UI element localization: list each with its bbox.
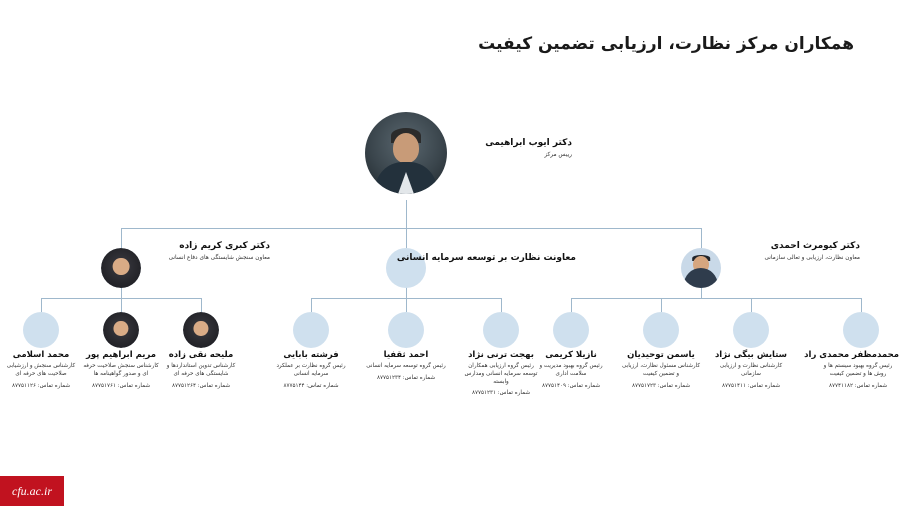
label-level3-4 — [366, 350, 446, 383]
label-level2-2 — [730, 240, 860, 263]
avatar-level3-6 — [553, 312, 589, 348]
connector-group3-drop-4 — [861, 298, 862, 312]
level2-0-name: دکتر کبری کریم زاده — [179, 241, 270, 251]
connector-group1-drop-1 — [41, 298, 42, 312]
level3-0-name: محمد اسلامی — [12, 350, 70, 360]
level3-6-role: رئیس گروه بهبود مدیریت و سلامت اداری — [539, 363, 603, 378]
level3-9-role: رئیس گروه بهبود سیستم ها و روش ها و تضمین کیفیت — [823, 363, 893, 378]
level3-8-name: ستایش بیگی نژاد — [714, 350, 788, 360]
connector-group2-drop-1 — [311, 298, 312, 312]
level3-0-role: کارشناس سنجش و ارزشیابی صلاحیت های حرفه ای — [6, 363, 76, 378]
avatar-level3-5 — [483, 312, 519, 348]
label-level3-1 — [81, 350, 161, 390]
avatar-level3-0 — [23, 312, 59, 348]
node-level2-0[interactable] — [101, 248, 141, 288]
avatar-level3-2 — [183, 312, 219, 348]
node-level3-7[interactable] — [643, 312, 679, 348]
root-name: دکتر ایوب ابراهیمی — [485, 138, 572, 148]
connector-group1-drop-2 — [121, 298, 122, 312]
connector-group1-drop-3 — [201, 298, 202, 312]
level3-1-role: کارشناس سنجش صلاحیت حرفه ای و صدور گواهینامه ها — [83, 363, 159, 378]
level3-4-phone: شماره تماس: ۸۷۷۵۱۲۳۴ — [376, 375, 436, 382]
label-level3-6 — [531, 350, 611, 390]
level3-1-name: مریم ابراهیم پور — [85, 350, 157, 360]
avatar-level3-8 — [733, 312, 769, 348]
avatar-level2-2 — [681, 248, 721, 288]
connector-group3-drop-2 — [661, 298, 662, 312]
level3-2-phone: شماره تماس: ۸۷۷۵۱۲۶۴ — [171, 382, 231, 389]
level3-3-phone: شماره تماس: ۸۷۷۵۱۴۴ — [283, 382, 339, 389]
level3-3-name: فرشته بابایی — [283, 350, 339, 360]
avatar-level3-9 — [843, 312, 879, 348]
connector-level2-mid-drop — [406, 228, 407, 248]
connector-group3-drop-1 — [571, 298, 572, 312]
level3-3-role: رئیس گروه نظارت بر عملکرد سرمایه انسانی — [276, 363, 346, 378]
node-level3-8[interactable] — [733, 312, 769, 348]
label-level3-3 — [271, 350, 351, 390]
label-level3-8 — [711, 350, 791, 390]
label-root — [462, 137, 572, 160]
avatar-level3-4 — [388, 312, 424, 348]
level3-4-role: رئیس گروه توسعه سرمایه انسانی — [366, 363, 446, 370]
label-level3-0 — [1, 350, 81, 390]
connector-level2-bus — [121, 228, 701, 229]
node-level3-6[interactable] — [553, 312, 589, 348]
level3-7-phone: شماره تماس: ۸۷۷۵۱۷۲۳ — [631, 382, 691, 389]
level3-9-phone: شماره تماس: ۸۷۷۴۱۱۸۲ — [828, 382, 888, 389]
level2-0-role: معاون سنجش شایستگی های دفاع انسانی — [168, 255, 270, 262]
node-level3-5[interactable] — [483, 312, 519, 348]
level3-5-name: بهجت ترنی نژاد — [468, 350, 534, 360]
level2-2-role: معاون نظارت، ارزیابی و تعالی سازمانی — [764, 255, 860, 262]
avatar-level2-0 — [101, 248, 141, 288]
level3-1-phone: شماره تماس: ۸۷۷۵۱۷۶۱ — [91, 382, 151, 389]
level3-7-role: کارشناس مسئول نظارت، ارزیابی و تضمین کیفیت — [622, 363, 700, 378]
avatar-level3-3 — [293, 312, 329, 348]
label-level2-0 — [150, 240, 270, 263]
avatar-level3-1 — [103, 312, 139, 348]
node-level3-3[interactable] — [293, 312, 329, 348]
level3-9-name: محمدمظفر محمدی راد — [804, 350, 899, 360]
level3-6-name: نازیلا کریمی — [545, 350, 597, 360]
watermark-text: cfu.ac.ir — [12, 483, 52, 498]
level3-5-phone: شماره تماس: ۸۷۷۵۱۲۳۱ — [471, 390, 531, 397]
level3-7-name: یاسمن توحیدیان — [627, 350, 695, 360]
level3-8-role: کارشناس نظارت و ارزیابی سازمانی — [719, 363, 783, 378]
node-level3-0[interactable] — [23, 312, 59, 348]
node-level3-4[interactable] — [388, 312, 424, 348]
level2-2-name: دکتر کیومرث احمدی — [770, 241, 860, 251]
connector-group2-drop-3 — [501, 298, 502, 312]
level3-6-phone: شماره تماس: ۸۷۷۵۱۴۰۹ — [541, 382, 601, 389]
node-level3-2[interactable] — [183, 312, 219, 348]
label-level3-9 — [804, 350, 899, 390]
level3-2-name: ملیحه نقی زاده — [168, 350, 234, 360]
level3-5-role: رئیس گروه ارزیابی همکاران توسعه سرمایه انسانی ومدارس وابسته — [464, 363, 538, 385]
label-level2-1 — [396, 252, 576, 264]
site-watermark — [0, 476, 64, 506]
level3-2-role: کارشناس تدوین استانداردها و شایستگی های حرفه ای — [166, 363, 236, 378]
connector-level2-left-drop — [701, 228, 702, 248]
label-level3-7 — [621, 350, 701, 390]
connector-root-down — [406, 200, 407, 228]
connector-level2-right-drop — [121, 228, 122, 248]
root-role: رییس مرکز — [544, 152, 572, 159]
node-root[interactable] — [365, 112, 447, 194]
node-level3-1[interactable] — [103, 312, 139, 348]
connector-group2-drop-2 — [406, 298, 407, 312]
level3-8-phone: شماره تماس: ۸۷۷۵۱۴۱۱ — [721, 382, 781, 389]
level2-1-name: معاونت نظارت بر توسعه سرمایه انسانی — [396, 253, 576, 263]
connector-group3-drop-3 — [751, 298, 752, 312]
label-level3-2 — [161, 350, 241, 390]
label-level3-5 — [461, 350, 541, 398]
level3-0-phone: شماره تماس: ۸۷۷۵۱۱۲۶ — [11, 382, 71, 389]
page-title: همکاران مرکز نظارت، ارزیابی تضمین کیفیت — [478, 34, 854, 54]
level3-4-name: احمد ثقفیا — [383, 350, 429, 360]
node-level3-9[interactable] — [843, 312, 879, 348]
avatar-root — [365, 112, 447, 194]
connector-group3-bus — [571, 298, 861, 299]
avatar-level3-7 — [643, 312, 679, 348]
node-level2-2[interactable] — [681, 248, 721, 288]
